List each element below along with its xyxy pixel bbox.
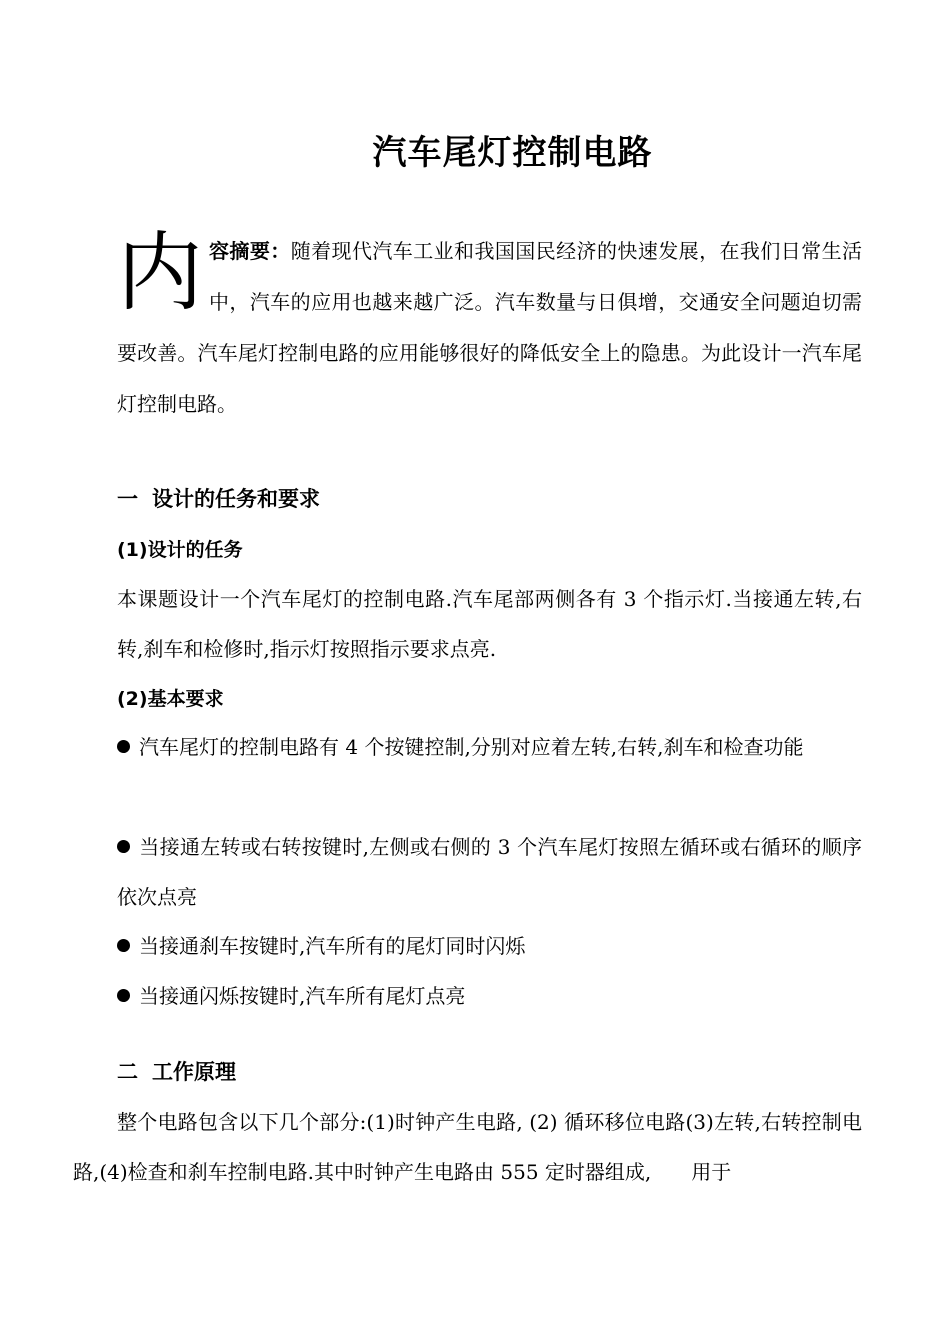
- section-number: 二: [117, 1060, 138, 1084]
- bullet-dot-icon: [117, 740, 130, 753]
- bullet-dot-icon: [117, 840, 130, 853]
- section-number: 一: [117, 487, 138, 511]
- section-heading-1: [117, 484, 320, 514]
- principle-paragraph: 整个电路包含以下几个部分:(1)时钟产生电路, (2) 循环移位电路(3)左转,右转控制电路,(4)检查和刹车控制电路.其中时钟产生电路由 555 定时器组成, 用于: [73, 1110, 862, 1184]
- abstract-paragraph: [117, 223, 863, 430]
- section-heading-text: 设计的任务和要求: [152, 487, 320, 511]
- document-title: 汽车尾灯控制电路: [372, 133, 653, 173]
- bullet-dot-icon: [117, 939, 130, 952]
- dropcap-character: 内: [117, 223, 203, 323]
- section-heading-text: 工作原理: [152, 1060, 236, 1084]
- requirement-bullet: 汽车尾灯的控制电路有 4 个按键控制,分别对应着左转,右转,刹车和检查功能: [117, 722, 862, 772]
- requirement-bullet: 当接通刹车按键时,汽车所有的尾灯同时闪烁: [117, 921, 862, 971]
- subsection-heading-task: (1)设计的任务: [117, 539, 243, 561]
- task-paragraph: 本课题设计一个汽车尾灯的控制电路.汽车尾部两侧各有 3 个指示灯.当接通左转,右转,刹车和检修时,指示灯按照指示要求点亮.: [117, 587, 862, 661]
- requirement-bullet: 当接通闪烁按键时,汽车所有尾灯点亮: [117, 971, 862, 1021]
- section-heading-2: [117, 1057, 236, 1087]
- abstract-label: 容摘要：: [209, 239, 291, 263]
- bullet-dot-icon: [117, 989, 130, 1002]
- abstract-text: 随着现代汽车工业和我国国民经济的快速发展，在我们日常生活中，汽车的应用也越来越广泛。汽车数量与日俱增，交通安全问题迫切需要改善。汽车尾灯控制电路的应用能够很好的降低安全上的隐患。为此设计一汽车尾灯控制电路。: [117, 239, 863, 416]
- requirement-bullet: 当接通左转或右转按键时,左侧或右侧的 3 个汽车尾灯按照左循环或右循环的顺序依次点亮: [117, 835, 862, 909]
- subsection-heading-requirements: (2)基本要求: [117, 688, 224, 710]
